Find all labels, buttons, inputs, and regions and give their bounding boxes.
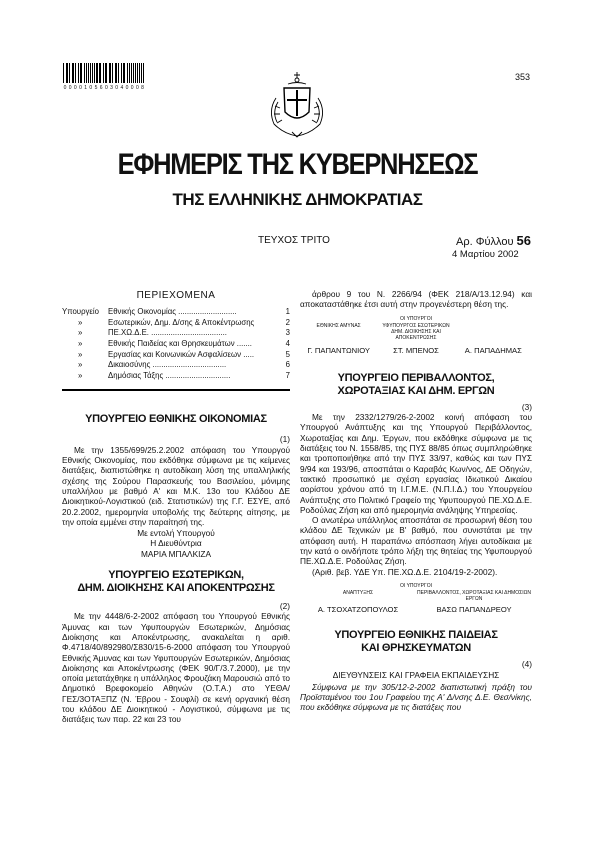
section-heading: ΥΠΟΥΡΓΕΙΟ ΕΘΝΙΚΗΣ ΟΙΚΟΝΟΜΙΑΣ bbox=[85, 413, 267, 426]
toc-heading: ΠΕΡΙΕΧΟΜΕΝΑ bbox=[136, 290, 216, 301]
toc-item bbox=[62, 318, 290, 329]
issue-label: ΤΕΥΧΟΣ ΤΡΙΤΟ bbox=[258, 235, 330, 246]
role: ΠΕΡΙΒΑΛΛΟΝΤΟΣ, ΧΩΡΟΤΑΞΙΑΣ ΚΑΙ ΔΗΜΟΣΙΩΝ ΕΡΓΩΝ bbox=[417, 589, 531, 602]
section-body: Με την 4448/6-2-2002 απόφαση του Υπουργού Εθνικής Άμυνας και των Υφυπουργών Εσωτερικών, Δημόσιας Διοίκησης και Αποκέντρωσης, ανακαλείται η αριθ. Φ.4718/40/892980/Σ830/15-6-2000 απόφαση του Υπουργού Εθνικής Άμυνας και των Υφυπουργών Εσωτερικών, Δημόσιας Διοίκησης και Αποκέντρωσης (ΦΕΚ 90/Γ/3.7.2000), με την οποία μετατάχθηκε η υπάλληλος Φρουζάκη Μαρουσιώ από το Δημοτικό Βρεφοκομείο Αθηνών (Ο.Τ.Α.) στο ΥΕΘΑ/ΓΕΣ/3ΟΤΑΞΠΖ (Ν. Έβρου - Σουφλί) σε κενή οργανική θέση του κλάδου ΔΕ Διοικητικού - Λογιστικού, σύμφωνα με τις διατάξεις των παρ. 22 και 23 του bbox=[62, 611, 290, 725]
barcode bbox=[63, 63, 145, 83]
minister-name: Α. ΠΑΠΑΔΗΜΑΣ bbox=[464, 345, 522, 355]
barcode-bar bbox=[135, 63, 136, 83]
section-number: (4) bbox=[521, 659, 532, 670]
toc-item bbox=[62, 371, 290, 382]
left-column bbox=[62, 291, 290, 725]
section-number: (3) bbox=[521, 401, 532, 412]
ministers-label: ΟΙ ΥΠΟΥΡΓΟΙ bbox=[400, 315, 432, 322]
toc-item bbox=[62, 307, 290, 318]
barcode-bar bbox=[112, 63, 113, 83]
toc-text: Δικαιοσύνης .................................. bbox=[108, 360, 227, 370]
toc-list bbox=[62, 307, 290, 381]
toc-text: Εσωτερικών, Δημ. Δ/σης & Αποκέντρωσης bbox=[108, 317, 255, 327]
toc-prefix: » bbox=[78, 370, 83, 380]
barcode-bar bbox=[75, 63, 76, 83]
signature-line: Με εντολή Υπουργού bbox=[137, 528, 215, 539]
section-heading: ΧΩΡΟΤΑΞΙΑΣ ΚΑΙ ΔΗΜ. ΕΡΓΩΝ bbox=[337, 384, 495, 397]
barcode-bar bbox=[129, 63, 130, 83]
role: ΑΝΑΠΤΥΞΗΣ bbox=[342, 589, 374, 596]
role: ΕΘΝΙΚΗΣ ΑΜΥΝΑΣ bbox=[316, 322, 361, 329]
section-heading: ΥΠΟΥΡΓΕΙΟ ΕΣΩΤΕΡΙΚΩΝ, bbox=[108, 569, 244, 582]
barcode-bar bbox=[84, 63, 85, 83]
barcode-bar bbox=[124, 63, 125, 83]
coat-of-arms-emblem bbox=[262, 68, 332, 140]
minister-roles bbox=[300, 590, 532, 602]
section-number: (2) bbox=[279, 601, 290, 612]
toc-prefix: » bbox=[78, 349, 83, 359]
barcode-bar bbox=[92, 63, 93, 83]
section-heading: ΔΗΜ. ΔΙΟΙΚΗΣΗΣ ΚΑΙ ΑΠΟΚΕΝΤΡΩΣΗΣ bbox=[77, 582, 275, 595]
divider bbox=[62, 389, 290, 391]
toc-text: Δημόσιας Τάξης .............................. bbox=[108, 370, 231, 380]
minister-name: Α. ΤΣΟΧΑΤΖΟΠΟΥΛΟΣ bbox=[317, 604, 399, 614]
section-body: Ο ανωτέρω υπάλληλος αποσπάται σε προσωρινή θέση του κλάδου ΔΕ Τεχνικών με Β' βαθμό, που συνιστάται με την απόφαση αυτή. Η παραπάνω απόσπαση λήγει αυτοδίκαια με την κατά ο οινδήποτε τρόπο λήξη της θητείας της Υφυπουργού ΠΕ.ΧΩ.Δ.Ε. Ροδούλας Ζήση. bbox=[300, 515, 532, 567]
sheet-value: 56 bbox=[516, 233, 531, 248]
barcode-bar bbox=[141, 63, 142, 83]
sheet-label: Αρ. Φύλλου bbox=[456, 236, 514, 248]
toc-item bbox=[62, 360, 290, 371]
toc-text: Εργασίας και Κοινωνικών Ασφαλίσεων ..... bbox=[108, 349, 255, 359]
minister-name: Γ. ΠΑΠΑΝΤΩΝΙΟΥ bbox=[307, 345, 370, 355]
barcode-bar bbox=[63, 63, 64, 83]
issue-date: 4 Μαρτίου 2002 bbox=[452, 249, 519, 260]
section-body: Με την 2332/1279/26-2-2002 κοινή απόφαση του Υπουργού Ανάπτυξης και της Υπουργού Περιβάλλοντος, Χωροταξίας και Δημ. Έργων, που εκδόθηκε σύμφωνα με τις διατάξεις του Ν. 1558/85, της ΠΥΣ 88/85 όπως συμπληρώθηκε και τροποποιήθηκε από την ΠΥΣ 33/97, καθώς και των ΠΥΣ 9/94 και 193/96, αποσπάται ο Καραβάς Κων/νος, ΔΕ Οδηγών, τακτικό προσωπικό με σχέση εργασίας Ιδιωτικού Δικαίου αορίστου χρόνου από τη Ι.Γ.Μ.Ε. (Ν.Π.Ι.Δ.) του Υπουργείου Ανάπτυξης στο Πολιτικό Γραφείο της Υφυπουργού ΠΕ.ΧΩ.Δ.Ε. Ροδούλας Ζήση και από ημερομηνία ανάληψης Υπηρεσίας. bbox=[300, 412, 532, 515]
toc-prefix: Υπουργείο bbox=[62, 307, 99, 317]
role bbox=[455, 323, 532, 341]
minister-name: ΒΑΣΩ ΠΑΠΑΝΔΡΕΟΥ bbox=[436, 604, 512, 614]
section-number: (1) bbox=[279, 434, 290, 445]
minister-names bbox=[300, 605, 532, 615]
minister-names bbox=[300, 346, 532, 356]
barcode-bar bbox=[96, 63, 97, 83]
toc-item bbox=[62, 339, 290, 350]
toc-text: Εθνικής Οικονομίας ........................... bbox=[108, 307, 237, 317]
minister-name: ΣΤ. ΜΠΕΝΟΣ bbox=[393, 345, 439, 355]
toc-item bbox=[62, 328, 290, 339]
section-heading: ΚΑΙ ΘΡΗΣΚΕΥΜΑΤΩΝ bbox=[361, 642, 471, 655]
sheet-number bbox=[456, 233, 531, 248]
toc-prefix: » bbox=[78, 360, 83, 370]
toc-text: ΠΕ.ΧΩ.Δ.Ε. ................................... bbox=[108, 328, 227, 338]
right-column bbox=[300, 289, 532, 713]
page-number: 353 bbox=[514, 72, 530, 82]
gazette-subtitle: ΤΗΣ ΕΛΛΗΝΙΚΗΣ ΔΗΜΟΚΡΑΤΙΑΣ bbox=[172, 190, 423, 209]
barcode-number: 0 0 0 0 1 0 5 6 0 3 0 4 0 0 0 8 bbox=[63, 85, 145, 91]
toc-text: Εθνικής Παιδείας και Θρησκευμάτων ....... bbox=[108, 339, 252, 349]
toc-item bbox=[62, 350, 290, 361]
section-body: Με την 1355/699/25.2.2002 απόφαση του Υπουργού Εθνικής Οικονομίας, που εκδόθηκε σύμφωνα με τις κείμενες διατάξεις, διαπιστώθηκε η αυτοδίκαιη λύση της υπαλληλικής σχέσης της Σούρου Παρασκευής του Βασιλείου, μόνιμης υπαλλήλου με βαθμό Α' και Μ.Κ. 13ο του Κλάδου ΔΕ Διοικητικού-Λογιστικού (ειδ. Στατιστικών) της Γ.Γ. ΕΣΥΕ, από 20.2.2002, ημερομηνία υποβολής της δεύτερης αίτησης, με την οποία εμμένει στην παραίτησή της. bbox=[62, 444, 290, 527]
barcode-bar bbox=[69, 63, 70, 83]
toc-page: 3 bbox=[285, 328, 290, 338]
toc-page: 4 bbox=[285, 339, 290, 349]
toc-page: 2 bbox=[285, 317, 290, 327]
barcode-bar bbox=[81, 63, 82, 83]
barcode-bar bbox=[103, 63, 104, 83]
toc-prefix: » bbox=[78, 317, 83, 327]
barcode-bar bbox=[106, 63, 107, 83]
ministers-label: ΟΙ ΥΠΟΥΡΓΟΙ bbox=[400, 582, 432, 589]
section-body: Σύμφωνα με την 305/12-2-2002 διαπιστωτική πράξη του Προϊσταμένου του 1ου Γραφείου της Α' Δ/νσης Δ.Ε. Θεσ/νίκης, που εκδόθηκε σύμφωνα με τις διατάξεις που bbox=[300, 681, 532, 713]
subheading: ΔΙΕΥΘΥΝΣΕΙΣ ΚΑΙ ΓΡΑΦΕΙΑ ΕΚΠΑΙΔΕΥΣΗΣ bbox=[332, 669, 500, 680]
toc-page: 7 bbox=[285, 370, 290, 380]
section-heading: ΥΠΟΥΡΓΕΙΟ ΠΕΡΙΒΑΛΛΟΝΤΟΣ, bbox=[337, 371, 495, 384]
toc-page: 5 bbox=[285, 349, 290, 359]
toc-prefix: » bbox=[78, 339, 83, 349]
minister-roles bbox=[300, 323, 532, 341]
toc-prefix: » bbox=[78, 328, 83, 338]
toc-page: 6 bbox=[285, 360, 290, 370]
toc-page: 1 bbox=[285, 307, 290, 317]
section-heading: ΥΠΟΥΡΓΕΙΟ ΕΘΝΙΚΗΣ ΠΑΙΔΕΙΑΣ bbox=[334, 629, 498, 642]
role: ΥΦΥΠΟΥΡΓΟΣ ΕΣΩΤΕΡΙΚΩΝ ΔΗΜ. ΔΙΟΙΚΗΣΗΣ ΚΑΙ ΑΠΟΚΕΝΤΡΩΣΗΣ bbox=[382, 322, 450, 341]
signature-line: Η Διευθύντρια bbox=[150, 538, 202, 549]
signature-name: ΜΑΡΙΑ ΜΠΑΛΚΙΖΑ bbox=[140, 548, 212, 559]
barcode-bar bbox=[118, 63, 119, 83]
gazette-title: ΕΦΗΜΕΡΙΣ ΤΗΣ ΚΥΒΕΡΝΗΣΕΩΣ bbox=[117, 148, 478, 181]
reference: (Αριθ. βεβ. ΥΔΕ Υπ. ΠΕ.ΧΩ.Δ.Ε. 2104/19-2-2002). bbox=[312, 566, 498, 577]
continued-text: άρθρου 9 του Ν. 2266/94 (ΦΕΚ 218/Α/13.12.94) και αποκαταστάθηκε έτσι αυτή στην προγενέστερη θέση της. bbox=[300, 289, 532, 310]
